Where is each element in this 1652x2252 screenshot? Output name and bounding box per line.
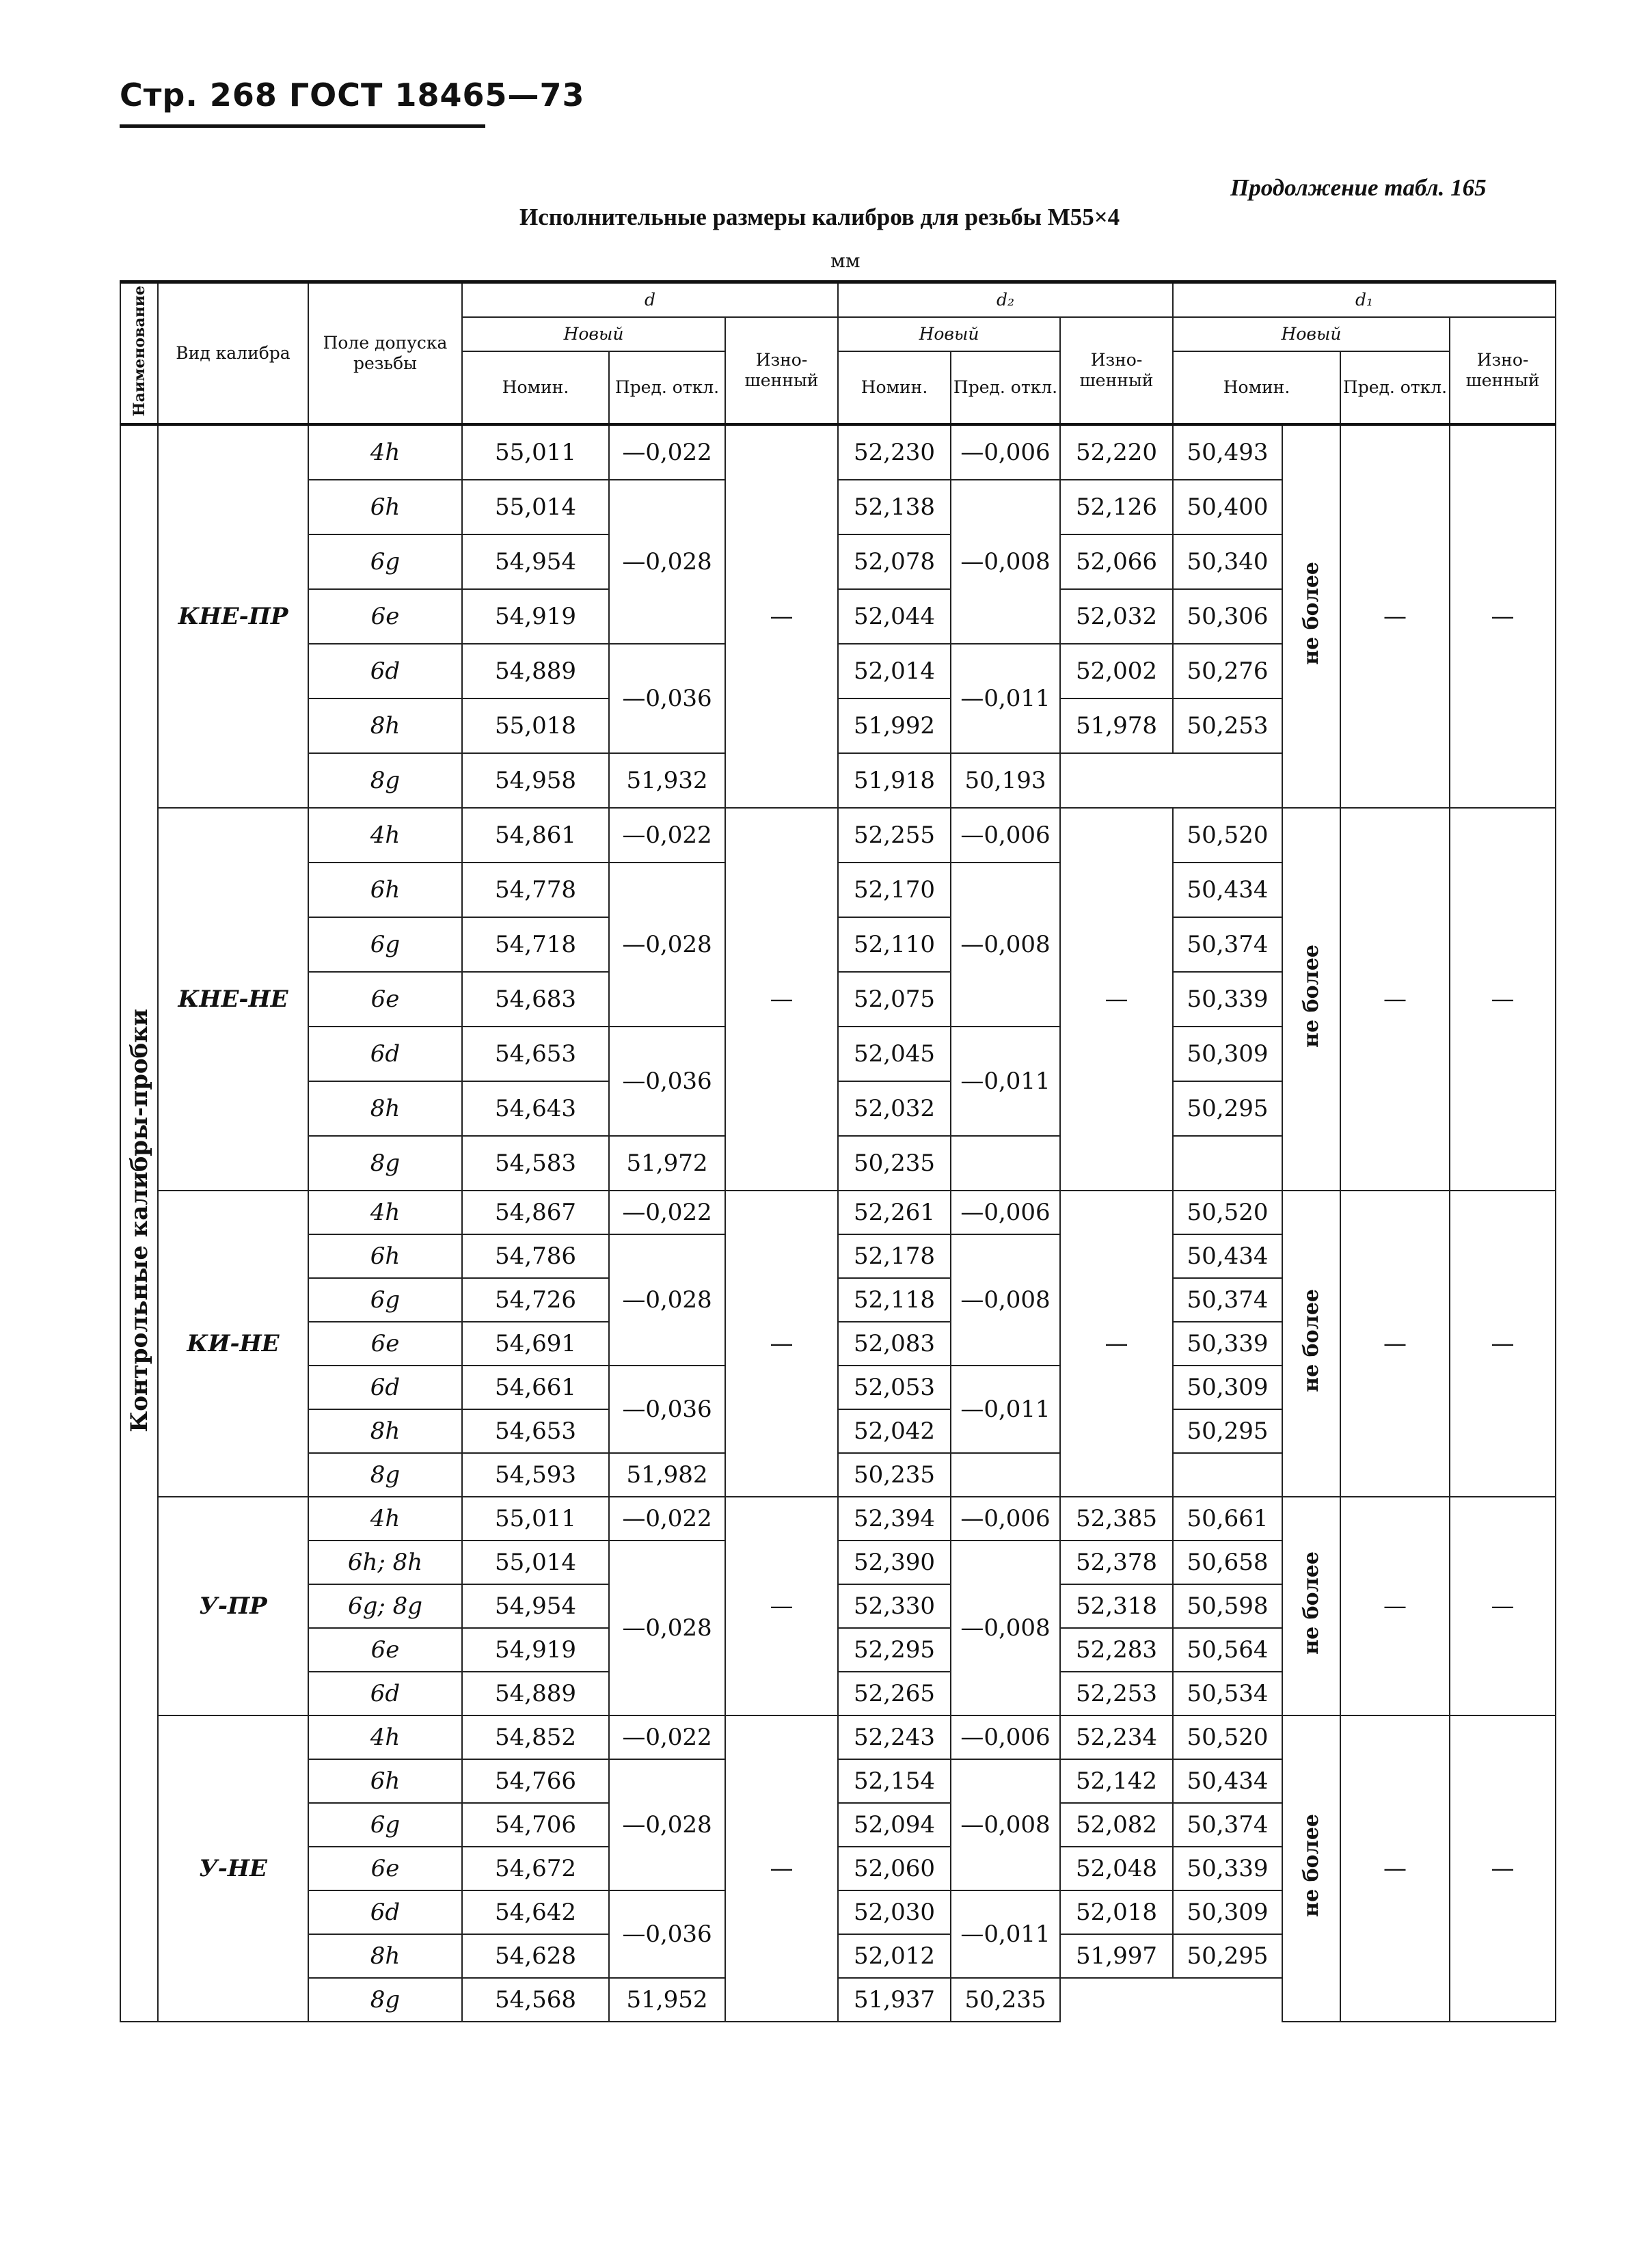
- d-nominal: 54,691: [462, 1322, 609, 1366]
- d1-deviation-dash: —: [1340, 424, 1450, 808]
- tolerance-field: 6h: [308, 863, 462, 917]
- d2-worn: 52,253: [1060, 1672, 1173, 1715]
- tolerance-field: 8h: [308, 1934, 462, 1978]
- not-more-text: не более: [1299, 1814, 1324, 1917]
- d-worn-dash: —: [725, 808, 838, 1191]
- d-nominal: 54,889: [462, 644, 609, 698]
- d-deviation: —0,022: [609, 1497, 725, 1541]
- table-row: [120, 1715, 1556, 1759]
- d2-nominal: 52,330: [838, 1584, 951, 1628]
- d2-nominal: 52,032: [838, 1081, 951, 1136]
- d1-nominal: 50,520: [1173, 1191, 1282, 1234]
- d1-nominal: 50,193: [951, 753, 1060, 808]
- tolerance-field: 6g: [308, 1803, 462, 1847]
- d-deviation: —0,022: [609, 1191, 725, 1234]
- table-row: [120, 424, 1556, 480]
- d1-nominal: 50,661: [1173, 1497, 1282, 1541]
- d-nominal: 55,014: [462, 480, 609, 534]
- d1-nominal: 50,295: [1173, 1081, 1282, 1136]
- d-nominal: 54,958: [462, 753, 609, 808]
- d-nominal: 54,861: [462, 808, 609, 863]
- tolerance-field: 8h: [308, 698, 462, 753]
- d-nominal: 55,018: [462, 698, 609, 753]
- d-nominal: 54,726: [462, 1278, 609, 1322]
- d1-nominal: 50,598: [1173, 1584, 1282, 1628]
- tolerance-field: 6h; 8h: [308, 1541, 462, 1584]
- gauge-kind: У-ПР: [158, 1497, 308, 1715]
- tolerance-field: 6h: [308, 480, 462, 534]
- d-nominal: 54,683: [462, 972, 609, 1027]
- d-worn-dash: —: [725, 1191, 838, 1497]
- d2-deviation: —0,008: [951, 480, 1060, 644]
- d2-nominal: 52,243: [838, 1715, 951, 1759]
- d-deviation: —0,036: [609, 1366, 725, 1453]
- d2-nominal: 51,952: [609, 1978, 725, 2022]
- header-d-new: Новый: [462, 317, 725, 351]
- d2-nominal: 52,255: [838, 808, 951, 863]
- header-d1-nom: Номин.: [1173, 351, 1340, 424]
- d-nominal: 54,628: [462, 1934, 609, 1978]
- d1-worn-dash: —: [1450, 1191, 1556, 1497]
- d-deviation: —0,036: [609, 644, 725, 753]
- tolerance-field: 4h: [308, 1715, 462, 1759]
- d2-nominal: 51,982: [609, 1453, 725, 1497]
- not-more-label: [1282, 808, 1340, 1191]
- d2-deviation: —0,011: [951, 1366, 1060, 1453]
- d1-nominal: 50,309: [1173, 1890, 1282, 1934]
- tolerance-field: 8h: [308, 1081, 462, 1136]
- d-nominal: 54,786: [462, 1234, 609, 1278]
- d1-nominal: 50,493: [1173, 424, 1282, 480]
- d2-deviation: —0,006: [951, 1497, 1060, 1541]
- d2-worn: 52,032: [1060, 589, 1173, 644]
- d2-worn: 51,918: [838, 753, 951, 808]
- tolerance-field: 8g: [308, 1136, 462, 1191]
- d-nominal: 54,568: [462, 1978, 609, 2022]
- table-title: Исполнительные размеры калибров для резьбы М55×4: [519, 204, 1120, 230]
- d2-worn: 52,283: [1060, 1628, 1173, 1672]
- d2-worn: 52,234: [1060, 1715, 1173, 1759]
- d-worn-dash: —: [725, 1715, 838, 2022]
- tolerance-field: 4h: [308, 424, 462, 480]
- page-header: Стр. 268 ГОСТ 18465—73: [120, 77, 585, 113]
- d-nominal: 54,718: [462, 917, 609, 972]
- d-nominal: 54,954: [462, 1584, 609, 1628]
- d2-deviation: —0,006: [951, 1191, 1060, 1234]
- d1-worn-dash: —: [1450, 1715, 1556, 2022]
- d-deviation: —0,036: [609, 1027, 725, 1136]
- d2-nominal: 52,044: [838, 589, 951, 644]
- header-kind: Вид калибра: [158, 282, 308, 425]
- header-d2: d₂: [838, 282, 1173, 318]
- d2-nominal: 51,932: [609, 753, 725, 808]
- gauge-kind: У-НЕ: [158, 1715, 308, 2022]
- d2-worn: 51,937: [838, 1978, 951, 2022]
- tolerance-field: 4h: [308, 1497, 462, 1541]
- d2-worn: 51,997: [1060, 1934, 1173, 1978]
- d1-nominal: 50,434: [1173, 1759, 1282, 1803]
- tolerance-field: 6h: [308, 1234, 462, 1278]
- d-deviation: —0,028: [609, 1234, 725, 1366]
- gauge-dimensions-table: [120, 280, 1556, 2022]
- gauge-kind: КНЕ-НЕ: [158, 808, 308, 1191]
- not-more-text: не более: [1299, 1551, 1324, 1655]
- d2-nominal: 52,078: [838, 534, 951, 589]
- tolerance-field: 6g: [308, 1278, 462, 1322]
- d2-worn-dash: —: [1060, 808, 1173, 1191]
- d2-nominal: 52,230: [838, 424, 951, 480]
- table-row: [120, 1497, 1556, 1541]
- d1-nominal: 50,400: [1173, 480, 1282, 534]
- d2-nominal: 52,014: [838, 644, 951, 698]
- not-more-label: [1282, 424, 1340, 808]
- d1-nominal: 50,295: [1173, 1934, 1282, 1978]
- d1-nominal: 50,374: [1173, 1278, 1282, 1322]
- d2-nominal: 52,042: [838, 1409, 951, 1453]
- d1-nominal: 50,309: [1173, 1366, 1282, 1409]
- d2-deviation: —0,006: [951, 808, 1060, 863]
- d1-nominal: 50,253: [1173, 698, 1282, 753]
- d-nominal: 54,954: [462, 534, 609, 589]
- d-nominal: 54,766: [462, 1759, 609, 1803]
- d1-nominal: 50,658: [1173, 1541, 1282, 1584]
- d1-nominal: 50,564: [1173, 1628, 1282, 1672]
- table-row: [120, 808, 1556, 863]
- header-d1-dev: Пред. откл.: [1340, 351, 1450, 424]
- d2-worn: 52,378: [1060, 1541, 1173, 1584]
- d2-worn: 52,318: [1060, 1584, 1173, 1628]
- d2-worn: 51,978: [1060, 698, 1173, 753]
- d2-nominal: 52,178: [838, 1234, 951, 1278]
- d1-nominal: 50,295: [1173, 1409, 1282, 1453]
- d2-nominal: 52,138: [838, 480, 951, 534]
- d1-nominal: 50,520: [1173, 808, 1282, 863]
- tolerance-field: 6e: [308, 589, 462, 644]
- d2-nominal: 52,094: [838, 1803, 951, 1847]
- d2-deviation: —0,006: [951, 1715, 1060, 1759]
- d1-deviation-dash: —: [1340, 1191, 1450, 1497]
- header-d1: d₁: [1173, 282, 1556, 318]
- d2-nominal: 52,170: [838, 863, 951, 917]
- tolerance-field: 6g; 8g: [308, 1584, 462, 1628]
- d1-nominal: 50,339: [1173, 972, 1282, 1027]
- d2-deviation: —0,011: [951, 644, 1060, 753]
- d2-nominal: 52,083: [838, 1322, 951, 1366]
- tolerance-field: 8h: [308, 1409, 462, 1453]
- header-name: Наименование: [120, 282, 158, 425]
- tolerance-field: 6e: [308, 1847, 462, 1890]
- d2-nominal: 52,261: [838, 1191, 951, 1234]
- group-label: [120, 424, 158, 2022]
- d1-nominal: 50,374: [1173, 1803, 1282, 1847]
- not-more-label: [1282, 1715, 1340, 2022]
- d-nominal: 54,653: [462, 1027, 609, 1081]
- d2-deviation: —0,011: [951, 1027, 1060, 1136]
- d-deviation: —0,022: [609, 424, 725, 480]
- not-more-label: [1282, 1497, 1340, 1715]
- not-more-text: не более: [1299, 562, 1324, 665]
- header-d-worn: Изно-шенный: [725, 317, 838, 424]
- d-worn-dash: —: [725, 424, 838, 808]
- d2-worn: 52,048: [1060, 1847, 1173, 1890]
- d1-worn-dash: —: [1450, 1497, 1556, 1715]
- d-nominal: 54,889: [462, 1672, 609, 1715]
- header-d-nom: Номин.: [462, 351, 609, 424]
- d2-deviation: —0,011: [951, 1890, 1060, 1978]
- d1-nominal: 50,235: [838, 1136, 951, 1191]
- d-nominal: 54,706: [462, 1803, 609, 1847]
- gauge-kind: КНЕ-ПР: [158, 424, 308, 808]
- tolerance-field: 6g: [308, 917, 462, 972]
- d1-nominal: 50,434: [1173, 863, 1282, 917]
- table-row: [120, 1191, 1556, 1234]
- d1-nominal: 50,306: [1173, 589, 1282, 644]
- d-nominal: 54,852: [462, 1715, 609, 1759]
- d2-worn-dash: —: [1060, 1191, 1173, 1497]
- d2-worn: 52,066: [1060, 534, 1173, 589]
- table-body: [120, 424, 1556, 2022]
- header-d1-new: Новый: [1173, 317, 1450, 351]
- header-rule: [120, 124, 485, 128]
- group-label-text: Контрольные калибры-пробки: [125, 1008, 153, 1433]
- d-nominal: 55,014: [462, 1541, 609, 1584]
- d2-deviation: —0,008: [951, 1759, 1060, 1890]
- unit-label: мм: [830, 249, 861, 272]
- tolerance-field: 4h: [308, 1191, 462, 1234]
- gauge-kind: КИ-НЕ: [158, 1191, 308, 1497]
- tolerance-field: 8g: [308, 1978, 462, 2022]
- d1-worn-dash: —: [1450, 424, 1556, 808]
- d1-nominal: 50,534: [1173, 1672, 1282, 1715]
- d-nominal: 54,919: [462, 1628, 609, 1672]
- d2-nominal: 52,394: [838, 1497, 951, 1541]
- d-nominal: 54,672: [462, 1847, 609, 1890]
- header-d2-nom: Номин.: [838, 351, 951, 424]
- tolerance-field: 6g: [308, 534, 462, 589]
- d2-worn: 52,082: [1060, 1803, 1173, 1847]
- d2-deviation: —0,008: [951, 1541, 1060, 1715]
- d1-nominal: 50,309: [1173, 1027, 1282, 1081]
- d2-nominal: 52,154: [838, 1759, 951, 1803]
- not-more-text: не более: [1299, 945, 1324, 1048]
- tolerance-field: 6e: [308, 972, 462, 1027]
- d-deviation: —0,028: [609, 1541, 725, 1715]
- d1-deviation-dash: —: [1340, 1497, 1450, 1715]
- tolerance-field: 6e: [308, 1322, 462, 1366]
- header-d2-dev: Пред. откл.: [951, 351, 1060, 424]
- d-nominal: 54,778: [462, 863, 609, 917]
- d1-deviation-dash: —: [1340, 808, 1450, 1191]
- d1-nominal: 50,434: [1173, 1234, 1282, 1278]
- header-fit: Поле допуска резьбы: [308, 282, 462, 425]
- tolerance-field: 6d: [308, 1366, 462, 1409]
- d2-deviation: —0,008: [951, 863, 1060, 1027]
- table-continuation: Продолжение табл. 165: [1230, 174, 1487, 201]
- tolerance-field: 6d: [308, 1890, 462, 1934]
- d2-nominal: 52,075: [838, 972, 951, 1027]
- d2-nominal: 52,265: [838, 1672, 951, 1715]
- d2-nominal: 51,992: [838, 698, 951, 753]
- d2-nominal: 52,295: [838, 1628, 951, 1672]
- not-more-text: не более: [1299, 1289, 1324, 1392]
- d1-nominal: 50,235: [838, 1453, 951, 1497]
- tolerance-field: 6d: [308, 1672, 462, 1715]
- d2-nominal: 52,390: [838, 1541, 951, 1584]
- header-d2-worn: Изно-шенный: [1060, 317, 1173, 424]
- d-nominal: 54,867: [462, 1191, 609, 1234]
- d-deviation: —0,028: [609, 863, 725, 1027]
- d2-deviation: —0,008: [951, 1234, 1060, 1366]
- d2-nominal: 51,972: [609, 1136, 725, 1191]
- tolerance-field: 8g: [308, 1453, 462, 1497]
- d2-worn: 52,002: [1060, 644, 1173, 698]
- d2-nominal: 52,060: [838, 1847, 951, 1890]
- tolerance-field: 6d: [308, 1027, 462, 1081]
- d-worn-dash: —: [725, 1497, 838, 1715]
- d2-nominal: 52,030: [838, 1890, 951, 1934]
- header-d2-new: Новый: [838, 317, 1060, 351]
- d-nominal: 54,642: [462, 1890, 609, 1934]
- d-deviation: —0,028: [609, 480, 725, 644]
- d-deviation: —0,028: [609, 1759, 725, 1890]
- header-d-dev: Пред. откл.: [609, 351, 725, 424]
- header-d1-worn: Изно-шенный: [1450, 317, 1556, 424]
- d1-nominal: 50,235: [951, 1978, 1060, 2022]
- d-nominal: 54,593: [462, 1453, 609, 1497]
- d-nominal: 54,919: [462, 589, 609, 644]
- not-more-label: [1282, 1191, 1340, 1497]
- d-nominal: 54,661: [462, 1366, 609, 1409]
- d2-worn: 52,018: [1060, 1890, 1173, 1934]
- tolerance-field: 6h: [308, 1759, 462, 1803]
- d2-worn: 52,220: [1060, 424, 1173, 480]
- d1-nominal: 50,374: [1173, 917, 1282, 972]
- d1-worn-dash: —: [1450, 808, 1556, 1191]
- d2-nominal: 52,118: [838, 1278, 951, 1322]
- d-deviation: —0,036: [609, 1890, 725, 1978]
- d-deviation: —0,022: [609, 808, 725, 863]
- d1-nominal: 50,340: [1173, 534, 1282, 589]
- d1-nominal: 50,520: [1173, 1715, 1282, 1759]
- d2-nominal: 52,110: [838, 917, 951, 972]
- d-nominal: 55,011: [462, 424, 609, 480]
- d2-worn: 52,126: [1060, 480, 1173, 534]
- d1-nominal: 50,339: [1173, 1847, 1282, 1890]
- header-d: d: [462, 282, 838, 318]
- d-nominal: 54,643: [462, 1081, 609, 1136]
- d-nominal: 55,011: [462, 1497, 609, 1541]
- tolerance-field: 8g: [308, 753, 462, 808]
- d-nominal: 54,653: [462, 1409, 609, 1453]
- d2-nominal: 52,053: [838, 1366, 951, 1409]
- tolerance-field: 6d: [308, 644, 462, 698]
- tolerance-field: 4h: [308, 808, 462, 863]
- d1-nominal: 50,276: [1173, 644, 1282, 698]
- d2-worn: 52,385: [1060, 1497, 1173, 1541]
- tolerance-field: 6e: [308, 1628, 462, 1672]
- d2-deviation: —0,006: [951, 424, 1060, 480]
- d2-nominal: 52,045: [838, 1027, 951, 1081]
- d1-deviation-dash: —: [1340, 1715, 1450, 2022]
- d1-nominal: 50,339: [1173, 1322, 1282, 1366]
- d-nominal: 54,583: [462, 1136, 609, 1191]
- d-deviation: —0,022: [609, 1715, 725, 1759]
- d2-nominal: 52,012: [838, 1934, 951, 1978]
- d2-worn: 52,142: [1060, 1759, 1173, 1803]
